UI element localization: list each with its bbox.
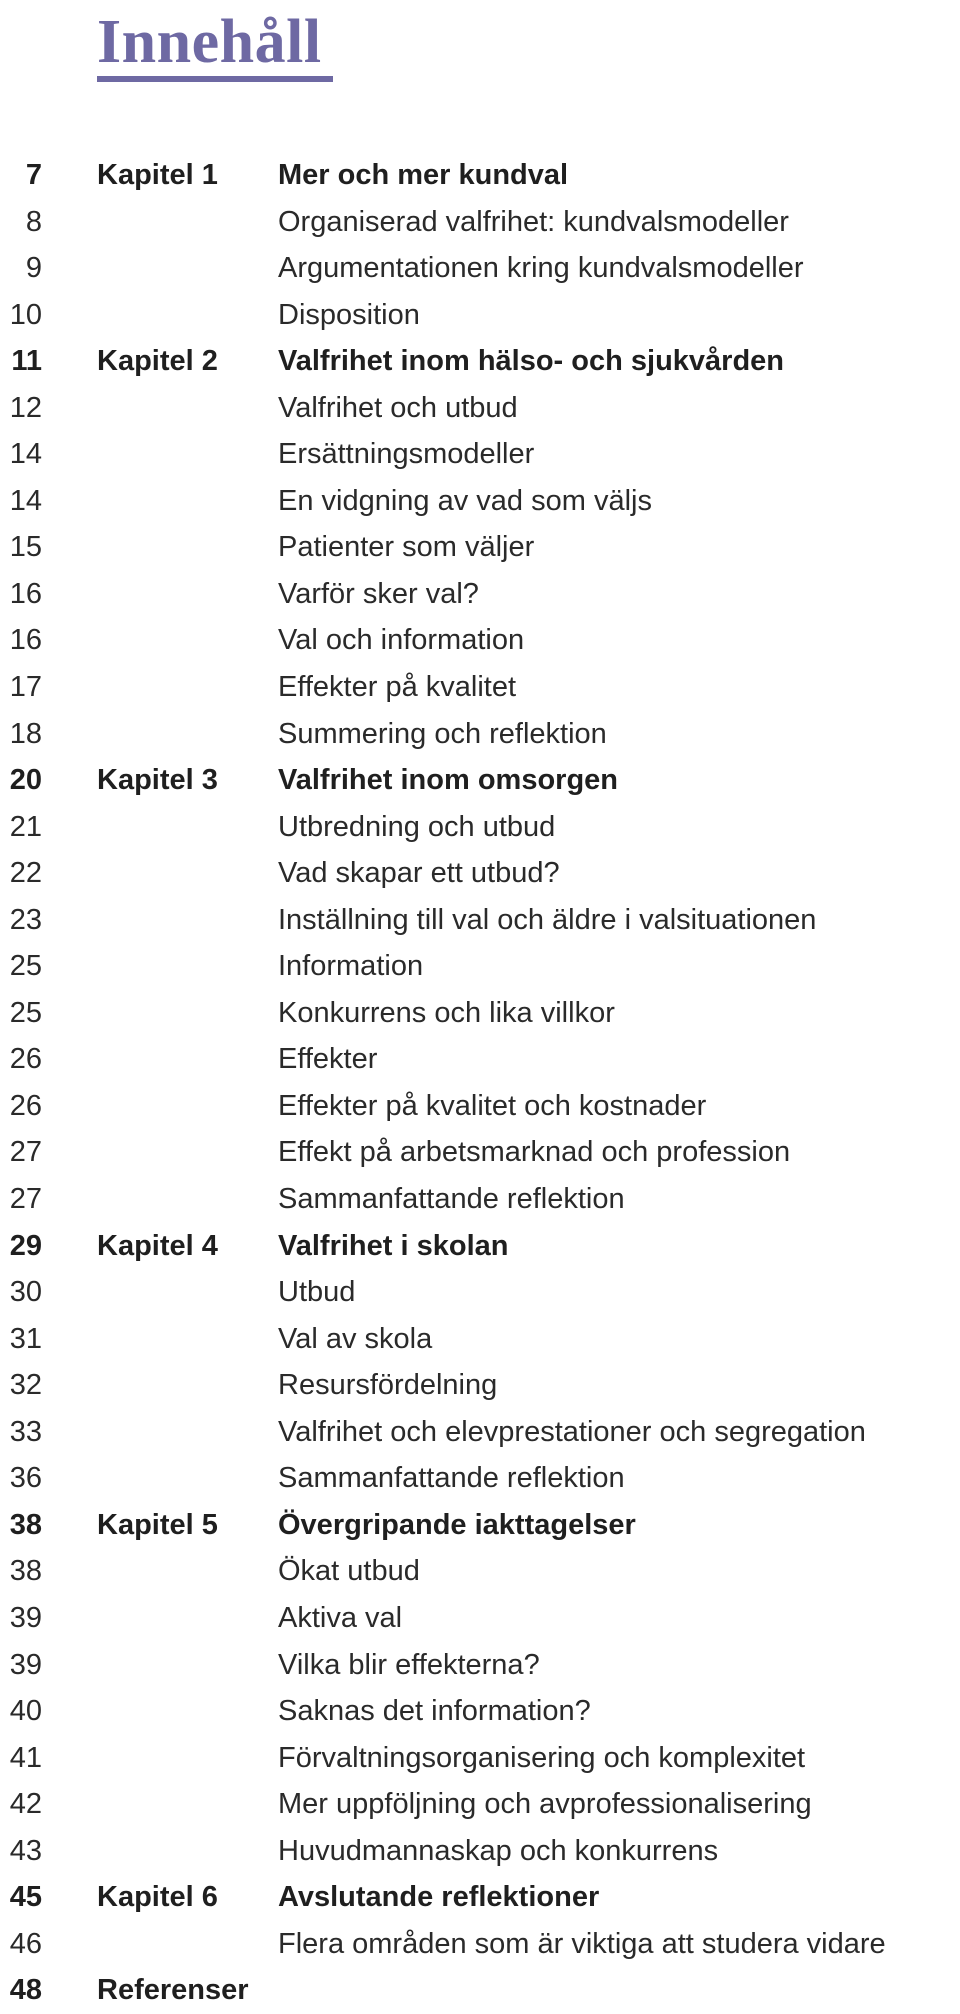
toc-section-row[interactable] [0,245,960,292]
page-number: 40 [9,1695,42,1728]
table-of-contents [0,152,960,2014]
toc-section-row[interactable] [0,524,960,571]
page-number: 27 [9,1136,42,1169]
page-number: 30 [9,1276,42,1309]
toc-section-row[interactable] [0,617,960,664]
page-number: 39 [9,1648,42,1681]
page-number: 33 [9,1415,42,1448]
page-number: 38 [9,1508,42,1541]
toc-section-row[interactable] [0,1409,960,1456]
page-number: 14 [9,484,42,517]
section-title: Vilka blir effekterna? [278,1648,540,1681]
section-title: Effekter på kvalitet [278,671,517,704]
chapter-title: Mer och mer kundval [278,159,569,191]
toc-section-row[interactable] [0,1688,960,1735]
section-title: Organiserad valfrihet: kundvalsmodeller [278,205,789,238]
page-number: 42 [9,1788,42,1821]
page-number: 21 [9,810,42,843]
chapter-label: Kapitel 5 [97,1508,218,1541]
chapter-title: Valfrihet i skolan [278,1229,509,1262]
section-title: Effekt på arbetsmarknad och profession [278,1136,791,1169]
page-number: 39 [9,1601,42,1634]
section-title: Sammanfattande reflektion [278,1183,625,1216]
toc-chapter-row[interactable] [0,152,960,199]
toc-section-row[interactable] [0,1269,960,1316]
chapter-label: Kapitel 6 [97,1881,218,1914]
section-title: Inställning till val och äldre i valsituationen [278,903,817,936]
page-number: 17 [9,671,42,704]
section-title: Huvudmannaskap och konkurrens [278,1834,719,1867]
toc-section-row[interactable] [0,1781,960,1828]
page-number: 22 [9,857,42,890]
page-number: 31 [9,1322,42,1355]
toc-section-row[interactable] [0,1921,960,1968]
section-title: Ersättningsmodeller [278,438,535,471]
page-number: 10 [9,298,42,331]
section-title: Aktiva val [278,1601,403,1634]
page-number: 32 [9,1369,42,1402]
toc-section-row[interactable] [0,1828,960,1875]
page-number: 11 [11,345,42,378]
page-number: 25 [9,996,42,1029]
toc-section-row[interactable] [0,1036,960,1083]
section-title: Mer uppföljning och avprofessionalisering [278,1788,812,1821]
section-title: Val av skola [278,1322,433,1355]
section-title: Disposition [278,298,420,331]
toc-section-row[interactable] [0,990,960,1037]
section-title: Resursfördelning [278,1369,498,1402]
chapter-title: Valfrihet inom hälso- och sjukvården [278,345,785,378]
toc-section-row[interactable] [0,1735,960,1782]
section-title: Summering och reflektion [278,717,607,750]
toc-chapter-row[interactable] [0,1967,960,2014]
section-title: Konkurrens och lika villkor [278,996,615,1029]
page-number: 16 [9,624,42,657]
toc-section-row[interactable] [0,1362,960,1409]
toc-chapter-row[interactable] [0,1874,960,1921]
toc-chapter-row[interactable] [0,1223,960,1270]
toc-section-row[interactable] [0,478,960,525]
section-title: Varför sker val? [278,577,479,610]
section-title: Information [278,950,424,983]
page-number: 18 [9,717,42,750]
page-number: 29 [9,1229,42,1262]
toc-section-row[interactable] [0,664,960,711]
section-title: Argumentationen kring kundvalsmodeller [278,252,804,285]
chapter-label: Kapitel 3 [97,764,218,797]
toc-section-row[interactable] [0,943,960,990]
chapter-label: Kapitel 4 [97,1229,218,1262]
toc-section-row[interactable] [0,1316,960,1363]
page-number: 9 [25,252,42,285]
section-title: Ökat utbud [278,1555,420,1588]
section-title: Utbud [278,1276,356,1309]
section-title: Sammanfattande reflektion [278,1462,625,1495]
chapter-label: Referenser [97,1974,249,2007]
page-number: 23 [9,903,42,936]
toc-section-row[interactable] [0,292,960,339]
page-number: 48 [9,1974,42,2007]
chapter-title: Avslutande reflektioner [278,1881,600,1914]
section-title: Förvaltningsorganisering och komplexitet [278,1741,806,1774]
section-title: Effekter [278,1043,378,1076]
section-title: Effekter på kvalitet och kostnader [278,1089,707,1122]
toc-section-row[interactable] [0,804,960,851]
page-number: 38 [9,1555,42,1588]
page-number: 45 [9,1881,42,1914]
section-title: Vad skapar ett utbud? [278,857,560,890]
page-number: 12 [9,391,42,424]
chapter-title: Övergripande iakttagelser [278,1508,636,1541]
page-number: 41 [9,1741,42,1774]
page-number: 36 [9,1462,42,1495]
title-underline [97,76,333,82]
chapter-label: Kapitel 1 [97,159,218,191]
section-title: Utbredning och utbud [278,810,556,843]
page-number: 26 [9,1089,42,1122]
page-title: Innehåll [97,8,322,76]
toc-section-row[interactable] [0,850,960,897]
section-title: Saknas det information? [278,1695,591,1728]
page-number: 46 [9,1927,42,1960]
toc-chapter-row[interactable] [0,338,960,385]
toc-section-row[interactable] [0,1129,960,1176]
page-number: 8 [25,205,42,238]
page-number: 26 [9,1043,42,1076]
toc-chapter-row[interactable] [0,757,960,804]
toc-section-row[interactable] [0,711,960,758]
toc-section-row[interactable] [0,199,960,246]
page-number: 15 [9,531,42,564]
section-title: Patienter som väljer [278,531,535,564]
chapter-title: Valfrihet inom omsorgen [278,764,618,797]
toc-chapter-row[interactable] [0,1502,960,1549]
page-number: 43 [9,1834,42,1867]
toc-section-row[interactable] [0,1548,960,1595]
toc-section-row[interactable] [0,1595,960,1642]
toc-section-row[interactable] [0,1455,960,1502]
page-number: 20 [9,764,42,797]
toc-section-row[interactable] [0,897,960,944]
toc-section-row[interactable] [0,1083,960,1130]
page-number: 16 [9,577,42,610]
toc-section-row[interactable] [0,431,960,478]
toc-section-row[interactable] [0,571,960,618]
section-title: Val och information [278,624,525,657]
page-number: 14 [9,438,42,471]
toc-section-row[interactable] [0,1176,960,1223]
section-title: Valfrihet och utbud [278,391,518,424]
chapter-label: Kapitel 2 [97,345,218,378]
section-title: Valfrihet och elevprestationer och segregation [278,1415,866,1448]
toc-section-row[interactable] [0,385,960,432]
toc-section-row[interactable] [0,1642,960,1689]
section-title: Flera områden som är viktiga att studera vidare [278,1927,886,1960]
page-number: 27 [9,1183,42,1216]
section-title: En vidgning av vad som väljs [278,484,652,517]
page-number: 25 [9,950,42,983]
page-number: 7 [25,159,42,191]
